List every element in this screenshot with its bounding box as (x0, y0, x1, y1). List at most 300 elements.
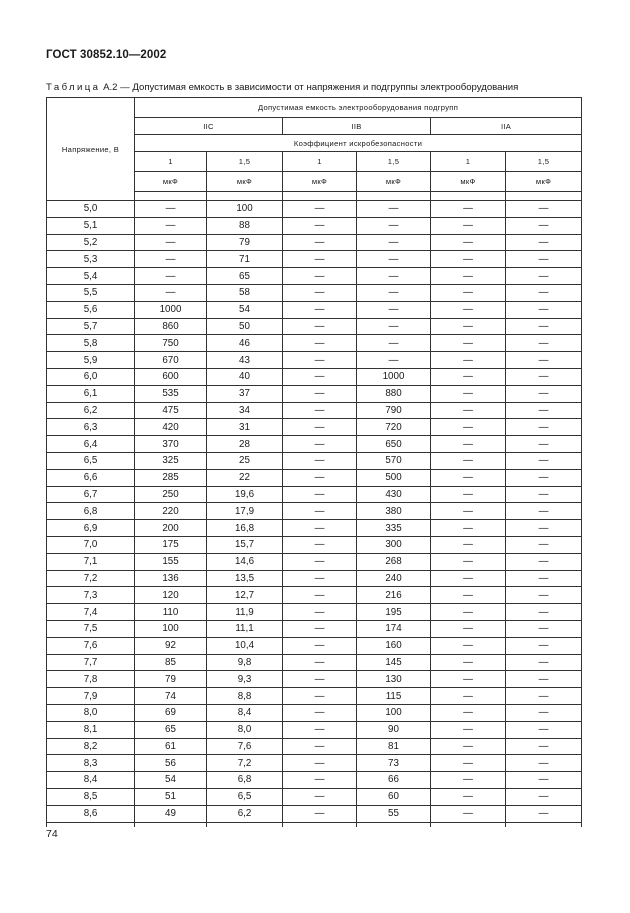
capacity-cell: — (283, 318, 357, 335)
capacity-cell: — (431, 335, 506, 352)
capacity-cell: — (283, 587, 357, 604)
capacity-cell: — (506, 419, 582, 436)
capacity-cell: — (431, 318, 506, 335)
capacity-cell: 49 (135, 805, 207, 822)
capacity-cell: — (357, 335, 431, 352)
capacity-cell: 69 (135, 704, 207, 721)
capacity-cell: — (431, 385, 506, 402)
continuation-cell (506, 822, 582, 827)
capacity-cell: — (283, 436, 357, 453)
capacity-cell: — (283, 620, 357, 637)
capacity-cell: 55 (357, 805, 431, 822)
capacity-cell: 216 (357, 587, 431, 604)
coefficient-cell: 1 (135, 152, 207, 172)
capacity-cell: — (506, 268, 582, 285)
voltage-column-header: Напряжение, В (47, 98, 135, 201)
capacity-cell: — (283, 402, 357, 419)
voltage-cell: 8,2 (47, 738, 135, 755)
capacity-cell: 570 (357, 452, 431, 469)
voltage-cell: 5,9 (47, 352, 135, 369)
voltage-cell: 7,8 (47, 671, 135, 688)
table-caption-label: Таблица (46, 82, 101, 93)
capacity-cell: 7,2 (207, 755, 283, 772)
capacity-cell: — (283, 335, 357, 352)
capacity-cell: — (431, 620, 506, 637)
capacity-cell: 28 (207, 436, 283, 453)
capacity-cell: — (431, 402, 506, 419)
capacity-cell: — (135, 234, 207, 251)
unit-cell: мкФ (506, 172, 582, 192)
table-row (47, 284, 582, 301)
continuation-cell (135, 822, 207, 827)
table-row (47, 788, 582, 805)
capacity-cell: — (506, 721, 582, 738)
voltage-cell: 8,5 (47, 788, 135, 805)
capacity-cell: 1000 (135, 301, 207, 318)
table-row (47, 452, 582, 469)
capacity-cell: 535 (135, 385, 207, 402)
capacity-cell: — (357, 217, 431, 234)
page-number: 74 (46, 828, 58, 840)
voltage-cell: 8,3 (47, 755, 135, 772)
table-row (47, 654, 582, 671)
capacity-cell: — (506, 251, 582, 268)
capacity-cell: — (283, 234, 357, 251)
capacity-cell: 79 (135, 671, 207, 688)
capacity-cell: 79 (207, 234, 283, 251)
capacity-cell: — (283, 368, 357, 385)
table-row (47, 385, 582, 402)
capacity-cell: — (506, 536, 582, 553)
table-row (47, 536, 582, 553)
capacity-cell: 6,2 (207, 805, 283, 822)
table-row (47, 301, 582, 318)
capacity-cell: 9,3 (207, 671, 283, 688)
capacity-cell: — (506, 520, 582, 537)
capacity-cell: 335 (357, 520, 431, 537)
capacity-cell: — (135, 268, 207, 285)
capacity-cell: — (431, 419, 506, 436)
table-caption-text: А.2 — Допустимая емкость в зависимости от напряжения и подгруппы электрооборудования (100, 82, 519, 93)
table-row (47, 234, 582, 251)
unit-cell: мкФ (135, 172, 207, 192)
continuation-cell (431, 822, 506, 827)
capacity-cell: 25 (207, 452, 283, 469)
capacity-cell: 650 (357, 436, 431, 453)
capacity-cell: 88 (207, 217, 283, 234)
capacity-cell: — (431, 503, 506, 520)
capacity-cell: — (431, 704, 506, 721)
capacity-cell: 85 (135, 654, 207, 671)
voltage-cell: 6,2 (47, 402, 135, 419)
table-row (47, 520, 582, 537)
capacity-cell: — (283, 217, 357, 234)
capacity-cell: — (283, 486, 357, 503)
capacity-cell: 65 (207, 268, 283, 285)
capacity-cell: — (431, 469, 506, 486)
capacity-cell: 13,5 (207, 570, 283, 587)
capacity-cell: — (506, 217, 582, 234)
capacity-cell: — (431, 637, 506, 654)
capacity-cell: — (357, 318, 431, 335)
capacity-cell: — (506, 201, 582, 218)
capacity-cell: 8,4 (207, 704, 283, 721)
capacity-cell: — (283, 755, 357, 772)
voltage-cell: 5,6 (47, 301, 135, 318)
unit-cell: мкФ (283, 172, 357, 192)
capacity-cell: — (506, 671, 582, 688)
voltage-cell: 7,2 (47, 570, 135, 587)
capacity-cell: — (506, 335, 582, 352)
capacity-cell: — (431, 738, 506, 755)
table-row (47, 688, 582, 705)
capacity-cell: — (506, 620, 582, 637)
capacity-cell: — (135, 217, 207, 234)
table-row (47, 604, 582, 621)
capacity-cell: — (283, 704, 357, 721)
table-row (47, 217, 582, 234)
capacity-cell: 200 (135, 520, 207, 537)
voltage-cell: 5,0 (47, 201, 135, 218)
capacity-cell: — (283, 637, 357, 654)
capacity-cell: 370 (135, 436, 207, 453)
capacity-cell: 74 (135, 688, 207, 705)
table-row (47, 805, 582, 822)
voltage-cell: 6,6 (47, 469, 135, 486)
table-row (47, 772, 582, 789)
capacity-cell: 220 (135, 503, 207, 520)
capacity-cell: 16,8 (207, 520, 283, 537)
capacity-cell: 54 (207, 301, 283, 318)
capacity-cell: — (283, 251, 357, 268)
group-header-iib: IIB (283, 118, 431, 135)
capacity-cell: 34 (207, 402, 283, 419)
capacity-cell: — (506, 688, 582, 705)
capacity-cell: — (283, 654, 357, 671)
capacity-cell: 6,5 (207, 788, 283, 805)
voltage-cell: 8,6 (47, 805, 135, 822)
continuation-cell (357, 822, 431, 827)
capacity-cell: — (431, 234, 506, 251)
table-row (47, 335, 582, 352)
capacity-cell: 100 (135, 620, 207, 637)
unit-cell: мкФ (431, 172, 506, 192)
capacity-cell: — (283, 301, 357, 318)
capacity-cell: — (283, 688, 357, 705)
voltage-cell: 7,5 (47, 620, 135, 637)
capacity-cell: — (506, 654, 582, 671)
capacity-cell: 58 (207, 284, 283, 301)
capacity-cell: — (357, 251, 431, 268)
continuation-cell (47, 822, 135, 827)
spacer-cell (135, 192, 207, 201)
capacity-cell: — (506, 352, 582, 369)
capacity-cell: — (431, 788, 506, 805)
capacity-cell: — (135, 201, 207, 218)
capacity-cell: 71 (207, 251, 283, 268)
capacity-cell: — (506, 301, 582, 318)
table-row (47, 637, 582, 654)
capacity-cell: 420 (135, 419, 207, 436)
capacity-cell: 37 (207, 385, 283, 402)
capacity-cell: — (431, 201, 506, 218)
voltage-cell: 6,5 (47, 452, 135, 469)
capacity-cell: — (283, 520, 357, 537)
coefficient-cell: 1,5 (207, 152, 283, 172)
table-row (47, 469, 582, 486)
spacer-cell (283, 192, 357, 201)
voltage-cell: 8,1 (47, 721, 135, 738)
capacity-cell: 31 (207, 419, 283, 436)
capacity-cell: — (506, 587, 582, 604)
capacity-cell: — (283, 268, 357, 285)
coefficient-cell: 1 (431, 152, 506, 172)
capacity-cell: 1000 (357, 368, 431, 385)
capacity-cell: — (283, 385, 357, 402)
coefficient-cell: 1,5 (357, 152, 431, 172)
capacity-cell: 100 (357, 704, 431, 721)
unit-cell: мкФ (357, 172, 431, 192)
capacity-cell: — (135, 251, 207, 268)
capacity-cell: 19,6 (207, 486, 283, 503)
capacity-cell: — (431, 604, 506, 621)
capacity-cell: — (506, 234, 582, 251)
capacity-cell: — (283, 738, 357, 755)
capacity-cell: — (283, 788, 357, 805)
capacity-cell: — (283, 452, 357, 469)
voltage-cell: 5,1 (47, 217, 135, 234)
table-row (47, 419, 582, 436)
capacity-cell: 268 (357, 553, 431, 570)
table-row (47, 251, 582, 268)
capacity-cell: — (506, 772, 582, 789)
capacity-cell: 8,0 (207, 721, 283, 738)
capacity-cell: — (283, 553, 357, 570)
voltage-cell: 6,1 (47, 385, 135, 402)
coefficient-cell: 1 (283, 152, 357, 172)
capacity-cell: — (431, 284, 506, 301)
capacity-cell: 54 (135, 772, 207, 789)
capacity-cell: 60 (357, 788, 431, 805)
capacity-cell: — (357, 301, 431, 318)
capacity-cell: — (506, 452, 582, 469)
capacity-cell: — (283, 536, 357, 553)
table-row (47, 587, 582, 604)
capacity-cell: — (506, 570, 582, 587)
capacity-cell: 90 (357, 721, 431, 738)
capacity-cell: — (506, 788, 582, 805)
capacity-table (46, 97, 582, 827)
capacity-cell: — (506, 637, 582, 654)
spacer-cell (207, 192, 283, 201)
table-row (47, 620, 582, 637)
capacity-cell: 65 (135, 721, 207, 738)
capacity-cell: — (357, 201, 431, 218)
capacity-cell: 325 (135, 452, 207, 469)
capacity-cell: 880 (357, 385, 431, 402)
voltage-cell: 5,2 (47, 234, 135, 251)
capacity-cell: 600 (135, 368, 207, 385)
voltage-cell: 5,3 (47, 251, 135, 268)
capacity-cell: 240 (357, 570, 431, 587)
capacity-cell: 7,6 (207, 738, 283, 755)
capacity-cell: 51 (135, 788, 207, 805)
capacity-cell: 22 (207, 469, 283, 486)
table-continuation (47, 822, 582, 827)
capacity-cell: — (506, 318, 582, 335)
voltage-cell: 8,0 (47, 704, 135, 721)
voltage-cell: 6,8 (47, 503, 135, 520)
capacity-cell: — (431, 570, 506, 587)
table-row (47, 486, 582, 503)
spacer-cell (431, 192, 506, 201)
capacity-cell: — (506, 553, 582, 570)
capacity-cell: 155 (135, 553, 207, 570)
capacity-cell: — (431, 671, 506, 688)
capacity-cell: — (431, 654, 506, 671)
table-row (47, 201, 582, 218)
capacity-cell: — (431, 486, 506, 503)
capacity-cell: — (431, 352, 506, 369)
capacity-cell: 43 (207, 352, 283, 369)
table-caption (46, 82, 518, 93)
capacity-cell: 174 (357, 620, 431, 637)
capacity-cell: 100 (207, 201, 283, 218)
voltage-cell: 5,5 (47, 284, 135, 301)
capacity-cell: 11,9 (207, 604, 283, 621)
capacity-cell: 66 (357, 772, 431, 789)
capacity-cell: — (506, 755, 582, 772)
capacity-cell: 300 (357, 536, 431, 553)
table-row (47, 570, 582, 587)
capacity-cell: 81 (357, 738, 431, 755)
capacity-cell: 17,9 (207, 503, 283, 520)
capacity-cell: — (283, 772, 357, 789)
voltage-cell: 5,7 (47, 318, 135, 335)
capacity-cell: 40 (207, 368, 283, 385)
capacity-cell: 15,7 (207, 536, 283, 553)
capacity-cell: — (431, 368, 506, 385)
capacity-cell: — (431, 520, 506, 537)
capacity-cell: — (506, 284, 582, 301)
capacity-cell: — (431, 805, 506, 822)
voltage-cell: 6,9 (47, 520, 135, 537)
table-body (47, 201, 582, 827)
table-row (47, 704, 582, 721)
capacity-cell: 61 (135, 738, 207, 755)
capacity-cell: 720 (357, 419, 431, 436)
voltage-cell: 7,0 (47, 536, 135, 553)
capacity-cell: 14,6 (207, 553, 283, 570)
voltage-cell: 8,4 (47, 772, 135, 789)
capacity-cell: — (357, 234, 431, 251)
capacity-cell: — (431, 553, 506, 570)
capacity-cell: — (506, 436, 582, 453)
capacity-cell: — (431, 436, 506, 453)
capacity-cell: — (283, 604, 357, 621)
capacity-cell: — (283, 671, 357, 688)
table-header (47, 98, 582, 201)
table-row (47, 738, 582, 755)
voltage-cell: 5,8 (47, 335, 135, 352)
capacity-cell: 430 (357, 486, 431, 503)
capacity-cell: — (506, 704, 582, 721)
capacity-cell: — (431, 301, 506, 318)
voltage-cell: 6,0 (47, 368, 135, 385)
capacity-cell: 110 (135, 604, 207, 621)
capacity-cell: — (135, 284, 207, 301)
capacity-cell: — (506, 738, 582, 755)
capacity-cell: 9,8 (207, 654, 283, 671)
coefficient-header: Коэффициент искробезопасности (135, 135, 582, 152)
table-row (47, 671, 582, 688)
voltage-cell: 7,7 (47, 654, 135, 671)
capacity-cell: 115 (357, 688, 431, 705)
capacity-cell: — (431, 536, 506, 553)
capacity-cell: — (283, 570, 357, 587)
capacity-cell: 120 (135, 587, 207, 604)
spacer-cell (357, 192, 431, 201)
capacity-cell: 145 (357, 654, 431, 671)
capacity-cell: 6,8 (207, 772, 283, 789)
voltage-cell: 7,3 (47, 587, 135, 604)
capacity-cell: — (283, 201, 357, 218)
capacity-cell: 750 (135, 335, 207, 352)
table-row (47, 368, 582, 385)
capacity-cell: — (506, 385, 582, 402)
capacity-cell: 10,4 (207, 637, 283, 654)
table-row (47, 268, 582, 285)
document-header: ГОСТ 30852.10—2002 (46, 49, 167, 61)
capacity-cell: 670 (135, 352, 207, 369)
table-row (47, 352, 582, 369)
capacity-cell: 860 (135, 318, 207, 335)
capacity-cell: — (283, 352, 357, 369)
capacity-cell: 11,1 (207, 620, 283, 637)
voltage-cell: 5,4 (47, 268, 135, 285)
capacity-cell: — (431, 251, 506, 268)
group-header-iic: IIC (135, 118, 283, 135)
capacity-cell: — (506, 402, 582, 419)
spacer-cell (506, 192, 582, 201)
capacity-cell: 195 (357, 604, 431, 621)
table-row (47, 318, 582, 335)
capacity-cell: — (283, 721, 357, 738)
voltage-cell: 6,4 (47, 436, 135, 453)
group-header-iia: IIA (431, 118, 582, 135)
continuation-cell (283, 822, 357, 827)
continuation-cell (207, 822, 283, 827)
capacity-cell: 12,7 (207, 587, 283, 604)
capacity-cell: 50 (207, 318, 283, 335)
capacity-cell: 285 (135, 469, 207, 486)
capacity-cell: — (431, 772, 506, 789)
voltage-cell: 7,9 (47, 688, 135, 705)
capacity-cell: — (431, 688, 506, 705)
capacity-cell: — (357, 268, 431, 285)
voltage-cell: 7,1 (47, 553, 135, 570)
capacity-cell: 73 (357, 755, 431, 772)
capacity-cell: 250 (135, 486, 207, 503)
voltage-cell: 6,3 (47, 419, 135, 436)
capacity-cell: — (431, 268, 506, 285)
capacity-cell: 8,8 (207, 688, 283, 705)
capacity-cell: — (506, 805, 582, 822)
capacity-cell: 500 (357, 469, 431, 486)
capacity-cell: — (283, 503, 357, 520)
table-row (47, 503, 582, 520)
capacity-cell: 175 (135, 536, 207, 553)
